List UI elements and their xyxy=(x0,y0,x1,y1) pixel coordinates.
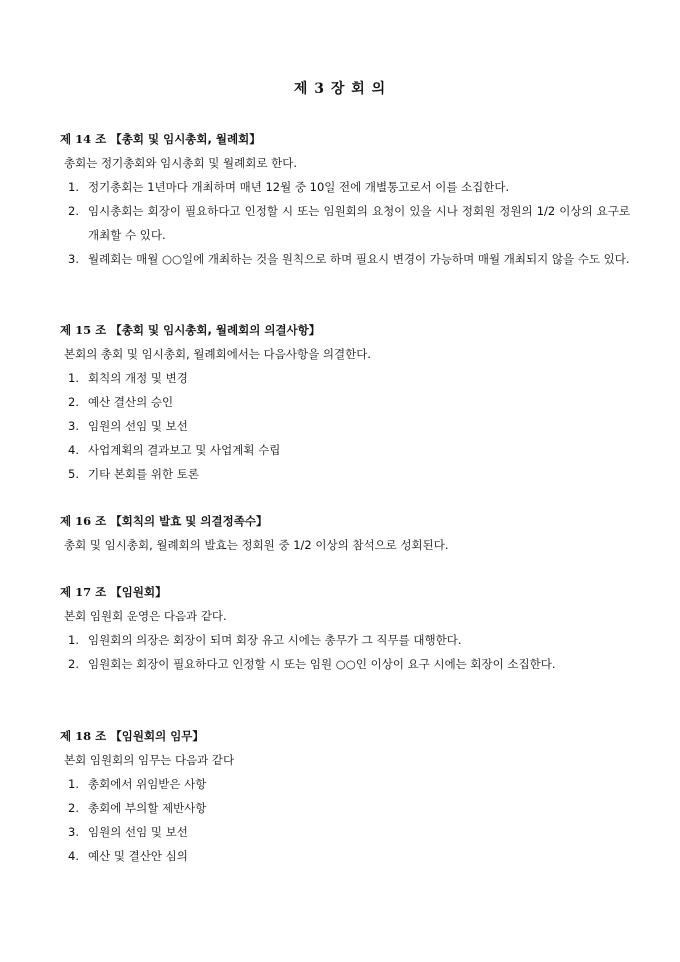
article-number: 제 15 조 xyxy=(60,323,107,337)
article-title: 【총회 및 임시총회, 월례회】 xyxy=(110,132,261,146)
chapter-title: 제 3 장 회 의 xyxy=(293,81,387,97)
list-item: 2. 총회에 부의할 제반사항 xyxy=(68,801,207,815)
article-17 xyxy=(60,580,630,676)
article-heading xyxy=(60,318,630,342)
article-15 xyxy=(60,318,630,486)
article-number: 제 16 조 xyxy=(60,514,107,528)
list-item: 2. 예산 결산의 승인 xyxy=(68,395,174,409)
list-item: 2. 임시총회는 회장이 필요하다고 인정할 시 또는 임원회의 요청이 있을 시나 정회원 정원의 1/2 이상의 요구로 개최할 수 있다. xyxy=(68,204,630,242)
article-title: 【임원회의 임무】 xyxy=(110,729,204,743)
article-number: 제 14 조 xyxy=(60,132,107,146)
list-item: 3. 임원의 선임 및 보선 xyxy=(68,419,188,433)
list-item: 1. 정기총회는 1년마다 개최하며 매년 12월 중 10일 전에 개별통고로서 이를 소집한다. xyxy=(68,180,510,194)
article-heading xyxy=(60,509,630,533)
article-heading xyxy=(60,580,630,604)
article-number: 제 17 조 xyxy=(60,585,107,599)
article-title: 【임원회】 xyxy=(110,585,167,599)
article-intro: 총회 및 임시총회, 월례회의 발효는 정회원 중 1/2 이상의 참석으로 성회된다. xyxy=(64,538,449,552)
list-item: 5. 기타 본회를 위한 토론 xyxy=(68,467,199,481)
article-intro: 총회는 정기총회와 임시총회 및 월례회로 한다. xyxy=(64,156,298,170)
article-intro: 본회 임원회 운영은 다음과 같다. xyxy=(64,609,227,623)
article-18 xyxy=(60,724,630,868)
article-intro: 본회의 총회 및 임시총회, 월례회에서는 다음사항을 의결한다. xyxy=(64,347,371,361)
article-intro: 본회 임원회의 임무는 다음과 같다 xyxy=(64,753,235,767)
article-title: 【회칙의 발효 및 의결정족수】 xyxy=(110,514,268,528)
article-heading xyxy=(60,724,630,748)
list-item: 3. 월례회는 매월 ○○일에 개최하는 것을 원칙으로 하며 필요시 변경이 가능하며 매월 개최되지 않을 수도 있다. xyxy=(68,252,630,266)
list-item: 4. 사업계획의 결과보고 및 사업계획 수립 xyxy=(68,443,281,457)
list-item: 1. 총회에서 위임받은 사항 xyxy=(68,777,207,791)
list-item: 3. 임원의 선임 및 보선 xyxy=(68,825,188,839)
article-14 xyxy=(60,127,630,271)
article-16 xyxy=(60,509,630,557)
article-number: 제 18 조 xyxy=(60,729,107,743)
list-item: 1. 회칙의 개정 및 변경 xyxy=(68,371,188,385)
list-item: 4. 예산 및 결산안 심의 xyxy=(68,849,188,863)
list-item: 1. 임원회의 의장은 회장이 되며 회장 유고 시에는 총무가 그 직무를 대행한다. xyxy=(68,633,462,647)
article-title: 【총회 및 임시총회, 월례회의 의결사항】 xyxy=(110,323,321,337)
list-item: 2. 임원회는 회장이 필요하다고 인정할 시 또는 임원 ○○인 이상이 요구 시에는 회장이 소집한다. xyxy=(68,657,556,671)
article-heading xyxy=(60,127,630,151)
